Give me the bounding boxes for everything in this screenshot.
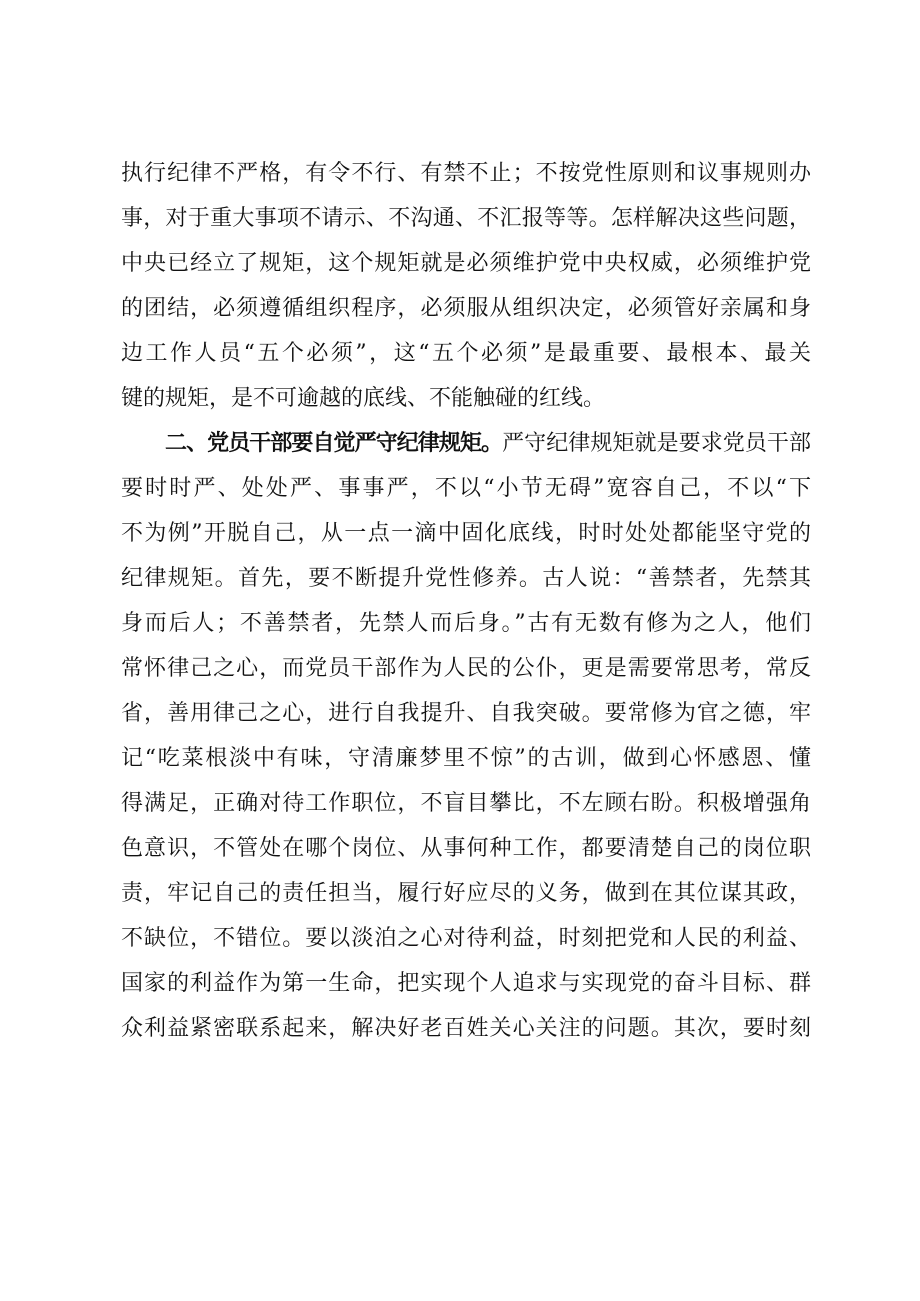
text-line: 国家的利益作为第一生命，把实现个人追求与实现党的奋斗目标、群	[121, 971, 811, 996]
paragraph-1	[121, 151, 811, 421]
text-line: 常怀律己之心，而党员干部作为人民的公仆，更是需要常思考，常反	[121, 656, 811, 681]
text-line: 纪律规矩。首先，要不断提升党性修养。古人说：“善禁者，先禁其	[121, 566, 811, 591]
paragraph-2	[121, 421, 811, 1051]
text-line: 责，牢记自己的责任担当，履行好应尽的义务，做到在其位谋其政，	[121, 881, 811, 906]
text-line: 的团结，必须遵循组织程序，必须服从组织决定，必须管好亲属和身	[121, 296, 811, 321]
text-line: 要时时严、处处严、事事严，不以“小节无碍”宽容自己，不以“下	[121, 476, 811, 501]
text-line: 省，善用律己之心，进行自我提升、自我突破。要常修为官之德，牢	[121, 701, 811, 726]
text-line: 键的规矩，是不可逾越的底线、不能触碰的红线。	[121, 386, 606, 411]
section-heading: 二、党员干部要自觉严守纪律规矩。	[165, 431, 503, 456]
text-line: 边工作人员“五个必须”，这“五个必须”是最重要、最根本、最关	[121, 341, 811, 366]
text-line: 执行纪律不严格，有令不行、有禁不止；不按党性原则和议事规则办	[121, 161, 811, 186]
text-line-heading	[121, 421, 811, 466]
text-run: 严守纪律规矩就是要求党员干部	[502, 431, 811, 456]
text-line: 记“吃菜根淡中有味，守清廉梦里不惊”的古训，做到心怀感恩、懂	[121, 746, 811, 771]
text-line: 中央已经立了规矩，这个规矩就是必须维护党中央权威，必须维护党	[121, 251, 811, 276]
text-line: 不为例”开脱自己，从一点一滴中固化底线，时时处处都能坚守党的	[121, 521, 811, 546]
body-text	[121, 151, 811, 1051]
text-line: 众利益紧密联系起来，解决好老百姓关心关注的问题。其次，要时刻	[121, 1016, 811, 1041]
text-line: 身而后人；不善禁者，先禁人而后身。”古有无数有修为之人，他们	[121, 611, 811, 636]
text-line: 色意识，不管处在哪个岗位、从事何种工作，都要清楚自己的岗位职	[121, 836, 811, 861]
text-line: 事，对于重大事项不请示、不沟通、不汇报等等。怎样解决这些问题，	[121, 206, 811, 231]
text-line: 不缺位，不错位。要以淡泊之心对待利益，时刻把党和人民的利益、	[121, 926, 811, 951]
text-line: 得满足，正确对待工作职位，不盲目攀比，不左顾右盼。积极增强角	[121, 791, 811, 816]
